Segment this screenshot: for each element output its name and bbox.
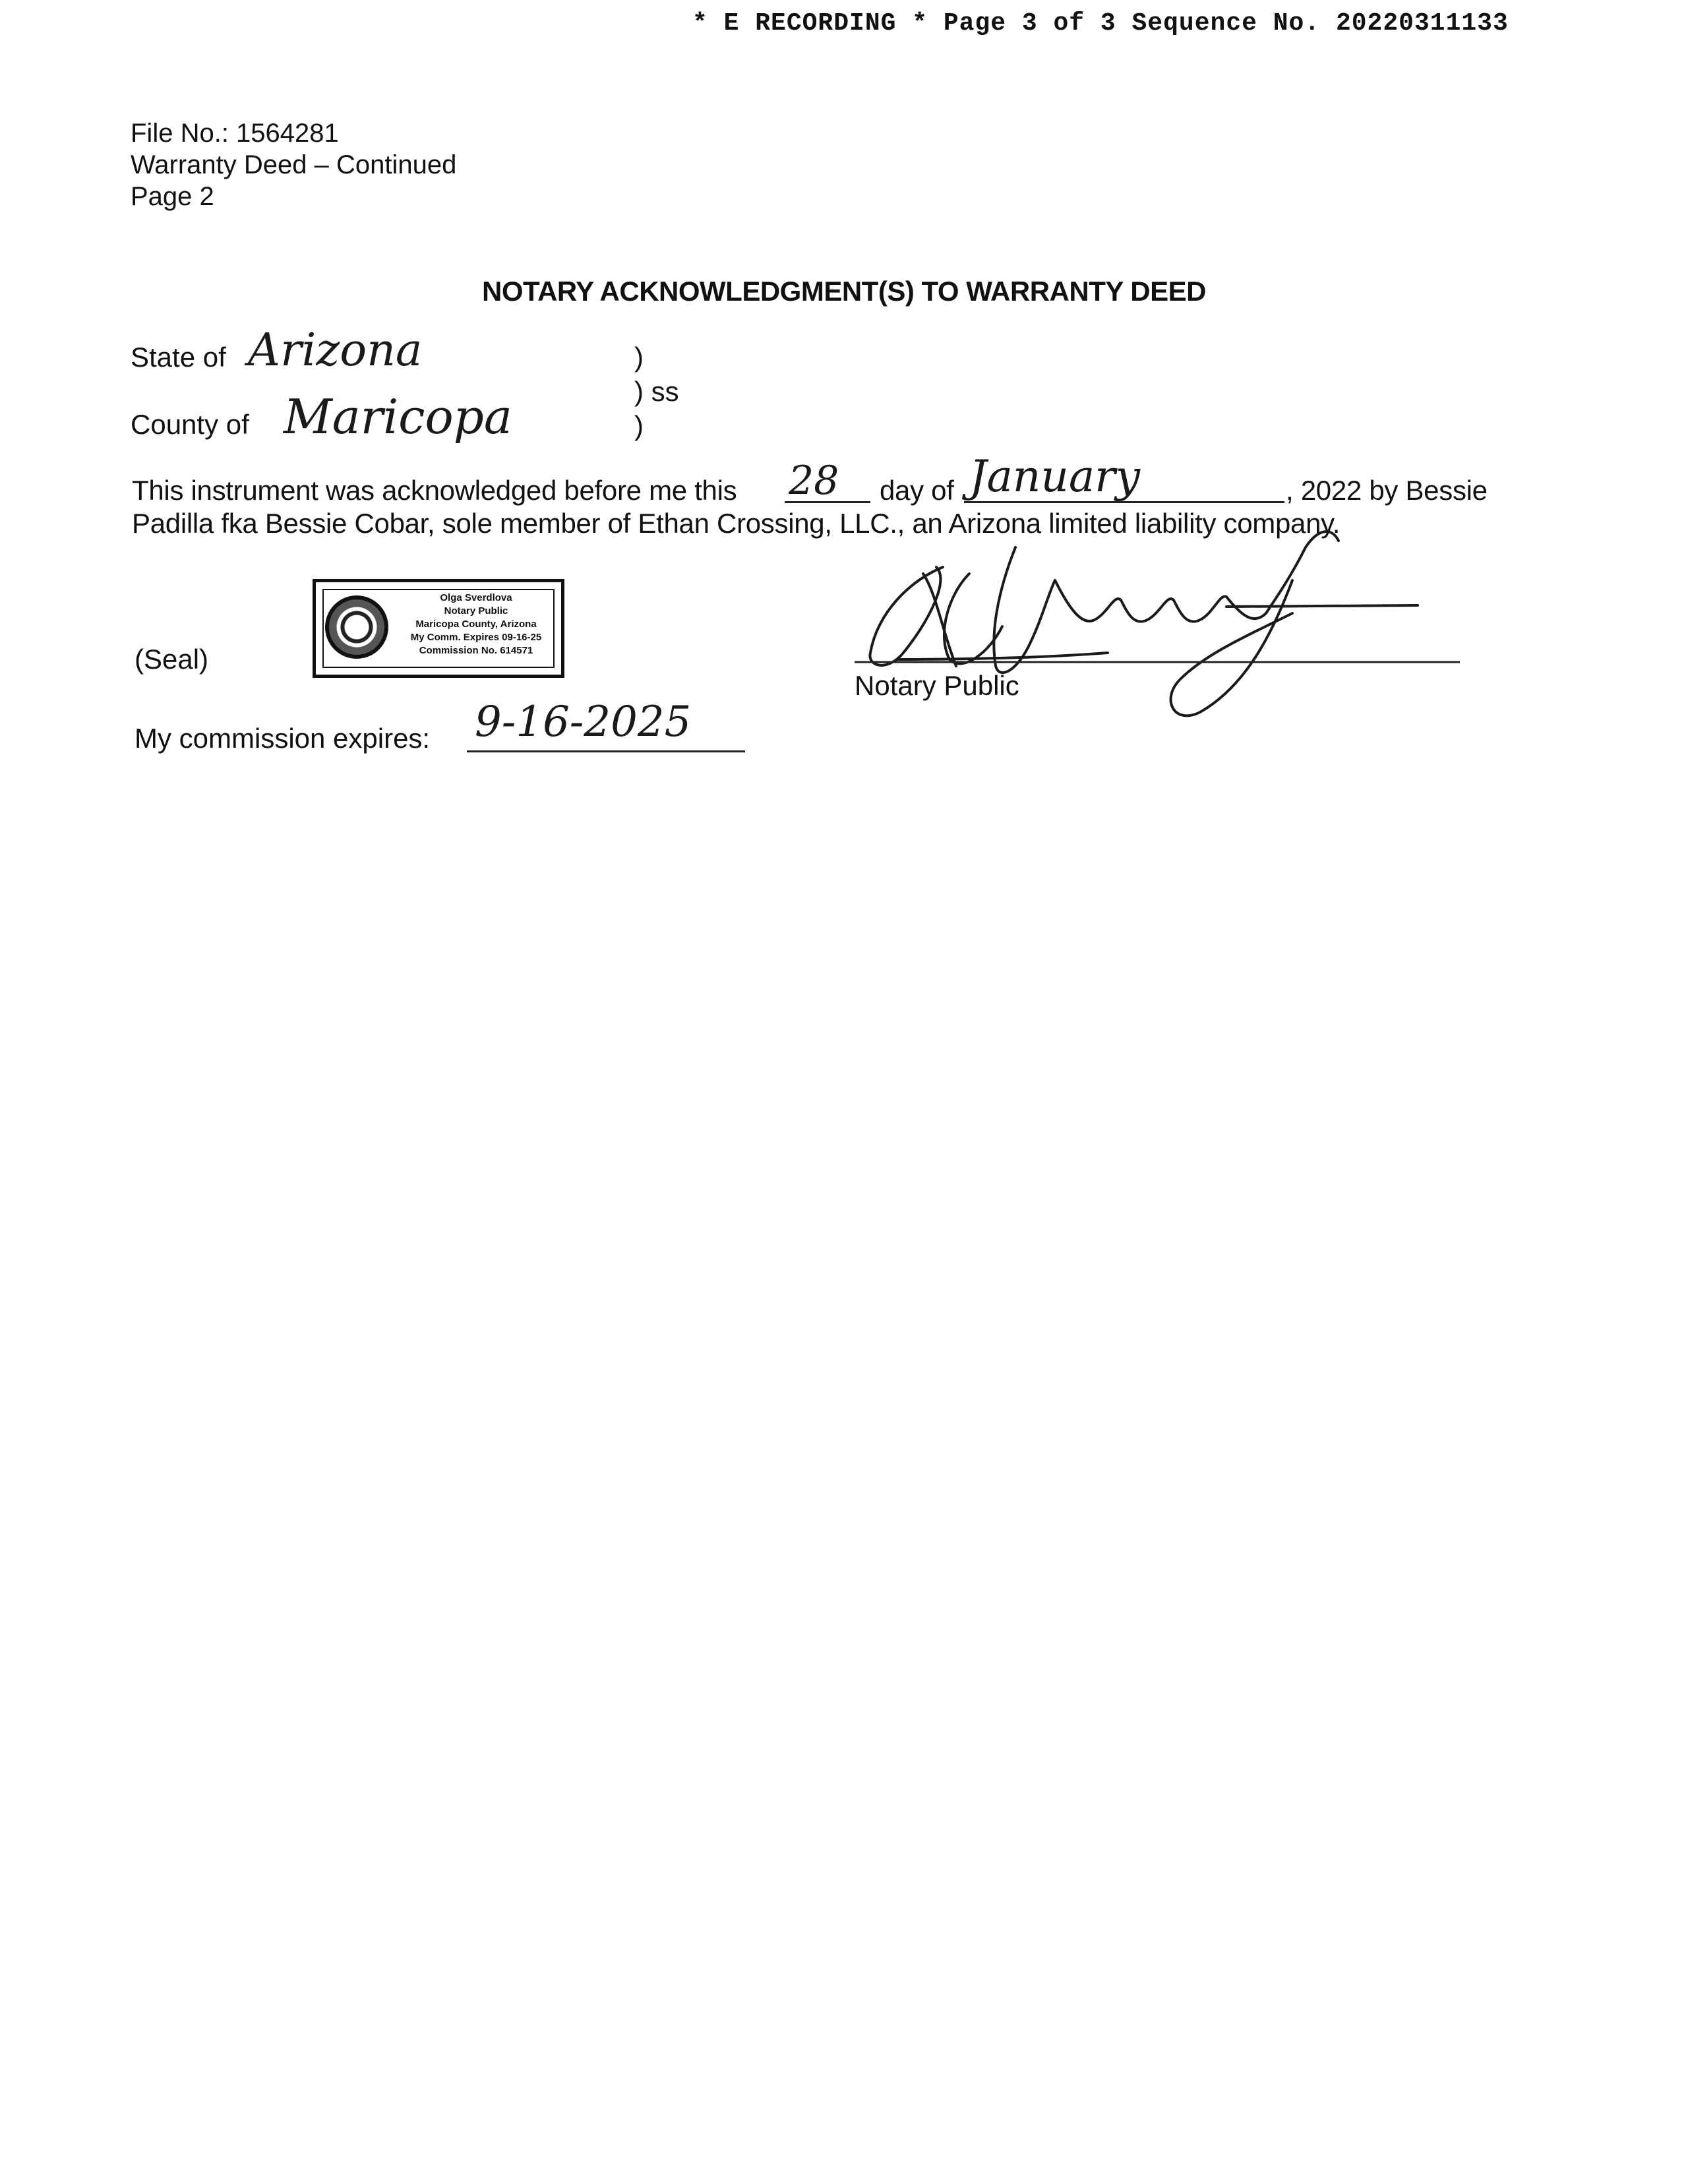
stamp-line: Notary Public <box>444 605 508 617</box>
county-handwritten: Maricopa <box>284 389 512 444</box>
commission-handwritten: 9-16-2025 <box>475 698 692 746</box>
document-title: NOTARY ACKNOWLEDGMENT(S) TO WARRANTY DEED <box>482 276 1206 307</box>
commission-blank-line <box>467 750 745 752</box>
ack-text-part2: day of <box>880 475 954 506</box>
stamp-line: Maricopa County, Arizona <box>415 619 537 630</box>
document-type: Warranty Deed – Continued <box>131 150 457 179</box>
stamp-line: My Comm. Expires 09-16-25 <box>410 632 542 643</box>
commission-label: My commission expires: <box>135 723 431 754</box>
stamp-line: Commission No. 614571 <box>419 645 533 656</box>
county-label: County of <box>131 409 249 440</box>
day-handwritten: 28 <box>789 458 839 504</box>
stamp-line: Olga Sverdlova <box>440 592 512 603</box>
state-label: State of <box>131 342 226 373</box>
recording-header: * E RECORDING * Page 3 of 3 Sequence No. 20220311133 <box>692 9 1509 38</box>
file-number: File No.: 1564281 <box>131 119 339 148</box>
venue-paren: ) <box>634 410 644 441</box>
ack-text-part3: , 2022 by Bessie <box>1286 475 1488 506</box>
month-handwritten: January <box>969 451 1141 502</box>
ack-text-part1: This instrument was acknowledged before me this <box>132 475 737 506</box>
venue-paren: ) <box>634 342 644 373</box>
page-number: Page 2 <box>131 182 214 211</box>
venue-ss: ) ss <box>634 376 679 407</box>
notary-public-label: Notary Public <box>855 670 1019 701</box>
ack-text-line2: Padilla fka Bessie Cobar, sole member of Ethan Crossing, LLC., an Arizona limited liability company. <box>132 508 1341 539</box>
seal-label: (Seal) <box>135 644 209 675</box>
state-handwritten: Arizona <box>248 324 423 377</box>
